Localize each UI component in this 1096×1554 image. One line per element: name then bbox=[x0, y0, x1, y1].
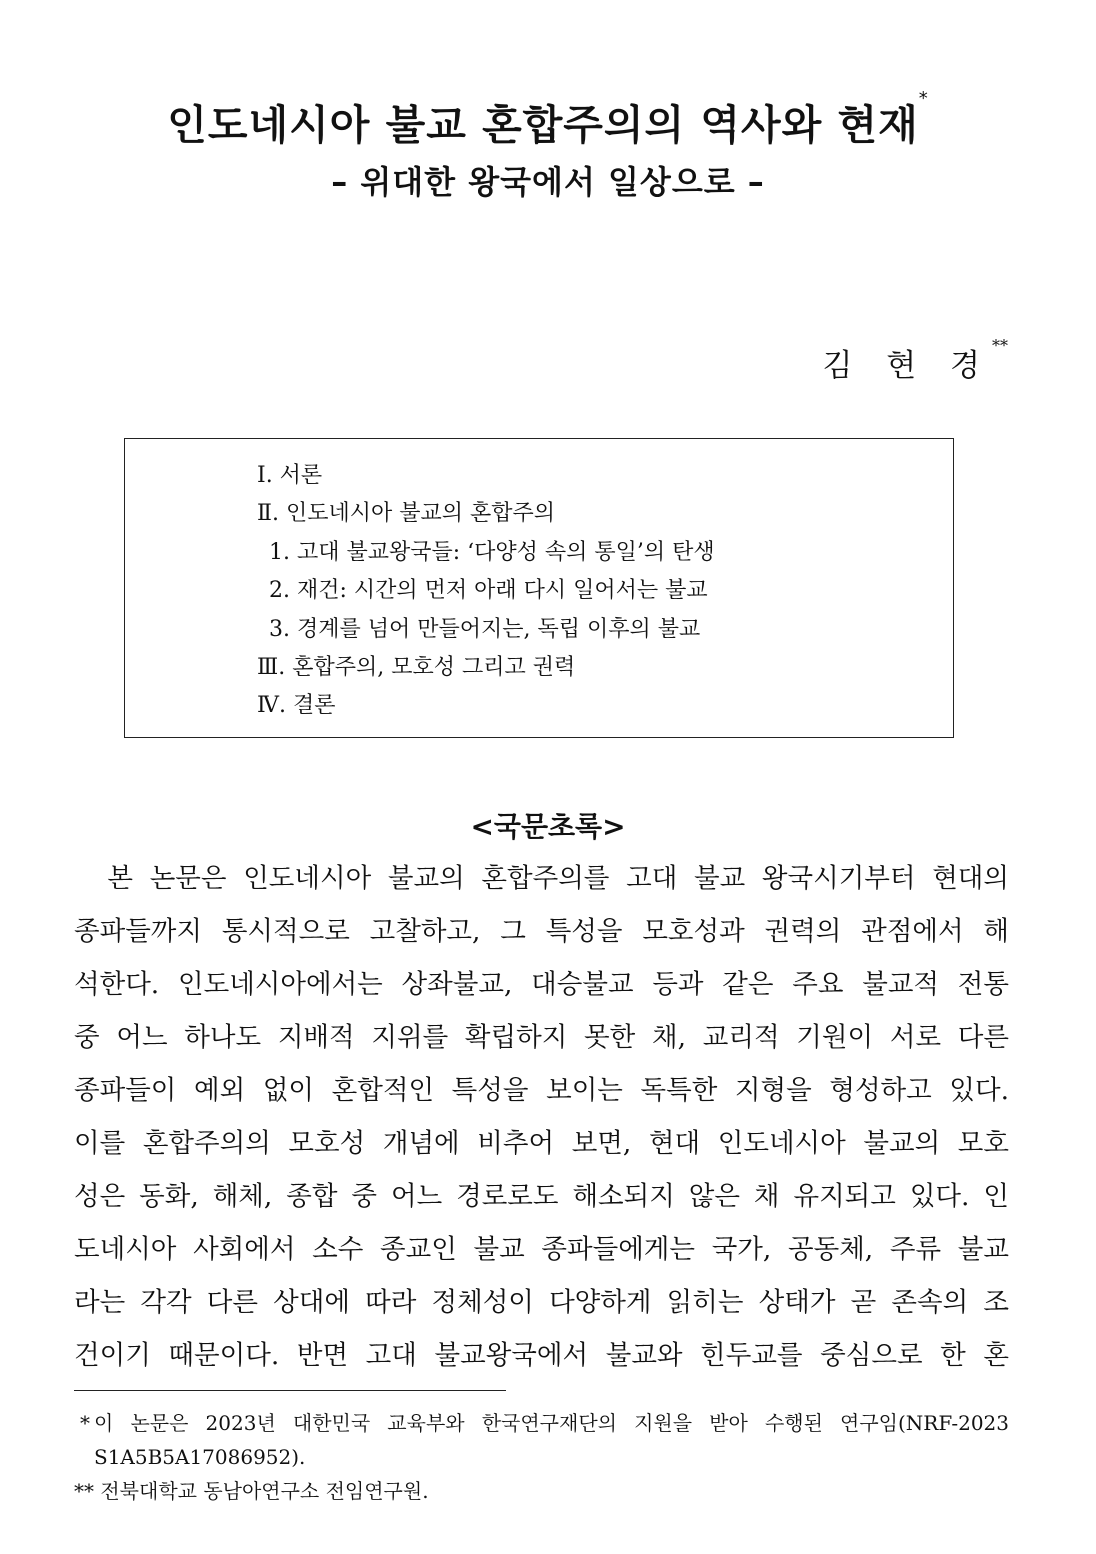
title-text: 인도네시아 불교 혼합주의의 역사와 현재 bbox=[167, 101, 919, 149]
footnotes bbox=[74, 1406, 1009, 1508]
abstract-line: 종파들이 예외 없이 혼합적인 특성을 보이는 독특한 지형을 형성하고 있다. bbox=[74, 1075, 1009, 1106]
abstract-line: 건이기 때문이다. 반면 고대 불교왕국에서 불교와 힌두교를 중심으로 한 혼 bbox=[74, 1340, 1009, 1371]
toc-item-section-3: Ⅲ. 혼합주의, 모호성 그리고 권력 bbox=[257, 655, 576, 681]
abstract-line: 도네시아 사회에서 소수 종교인 불교 종파들에게는 국가, 공동체, 주류 불교 bbox=[74, 1234, 1009, 1265]
author-byline bbox=[822, 336, 1008, 385]
abstract-line: 성은 동화, 해체, 종합 중 어느 경로로도 해소되지 않은 채 유지되고 있다. 인 bbox=[74, 1181, 1009, 1212]
author-footnote-marker[interactable]: ** bbox=[992, 336, 1008, 355]
abstract-line: 석한다. 인도네시아에서는 상좌불교, 대승불교 등과 같은 주요 불교적 전통 bbox=[74, 969, 1009, 1000]
abstract-body bbox=[74, 852, 1009, 1382]
abstract-line: 이를 혼합주의의 모호성 개념에 비추어 보면, 현대 인도네시아 불교의 모호 bbox=[74, 1128, 1009, 1159]
paper-subtitle: – 위대한 왕국에서 일상으로 – bbox=[331, 163, 765, 201]
footnote-divider bbox=[74, 1390, 506, 1391]
toc-item-section-2-2: 2. 재건: 시간의 먼저 아래 다시 일어서는 불교 bbox=[269, 578, 708, 604]
abstract-line: 종파들까지 통시적으로 고찰하고, 그 특성을 모호성과 권력의 관점에서 해 bbox=[74, 916, 1009, 947]
abstract-line: 라는 각각 다른 상대에 따라 정체성이 다양하게 읽히는 상태가 곧 존속의 조 bbox=[74, 1287, 1009, 1318]
abstract-line: 본 논문은 인도네시아 불교의 혼합주의를 고대 불교 왕국시기부터 현대의 bbox=[74, 863, 1009, 894]
footnote-text: 전북대학교 동남아연구소 전임연구원. bbox=[100, 1479, 429, 1503]
toc-list bbox=[257, 457, 715, 726]
footnote-text-line: 이 논문은 2023년 대한민국 교육부와 한국연구재단의 지원을 받아 수행된 연구임(NRF-2023 bbox=[94, 1411, 1009, 1435]
toc-item-section-2-1: 1. 고대 불교왕국들: ‘다양성 속의 통일’의 탄생 bbox=[269, 539, 715, 565]
toc-item-section-2: Ⅱ. 인도네시아 불교의 혼합주의 bbox=[257, 501, 555, 527]
author-name: 김 현 경 bbox=[822, 348, 992, 384]
footnote-marker: ** bbox=[74, 1479, 94, 1503]
abstract-line: 중 어느 하나도 지배적 지위를 확립하지 못한 채, 교리적 기원이 서로 다른 bbox=[74, 1022, 1009, 1053]
title-footnote-marker[interactable]: * bbox=[918, 88, 929, 109]
table-of-contents bbox=[124, 438, 954, 738]
toc-item-conclusion: Ⅳ. 결론 bbox=[257, 693, 336, 719]
footnote-marker: * bbox=[80, 1411, 90, 1435]
footnote-funding bbox=[74, 1406, 1009, 1474]
footnote-text-line: S1A5B5A17086952). bbox=[94, 1445, 306, 1469]
footnote-affiliation bbox=[74, 1474, 1009, 1508]
abstract-heading: <국문초록> bbox=[470, 810, 626, 843]
toc-item-introduction: Ⅰ. 서론 bbox=[257, 463, 323, 488]
toc-item-section-2-3: 3. 경계를 넘어 만들어지는, 독립 이후의 불교 bbox=[269, 616, 701, 642]
paper-title bbox=[0, 88, 1096, 151]
